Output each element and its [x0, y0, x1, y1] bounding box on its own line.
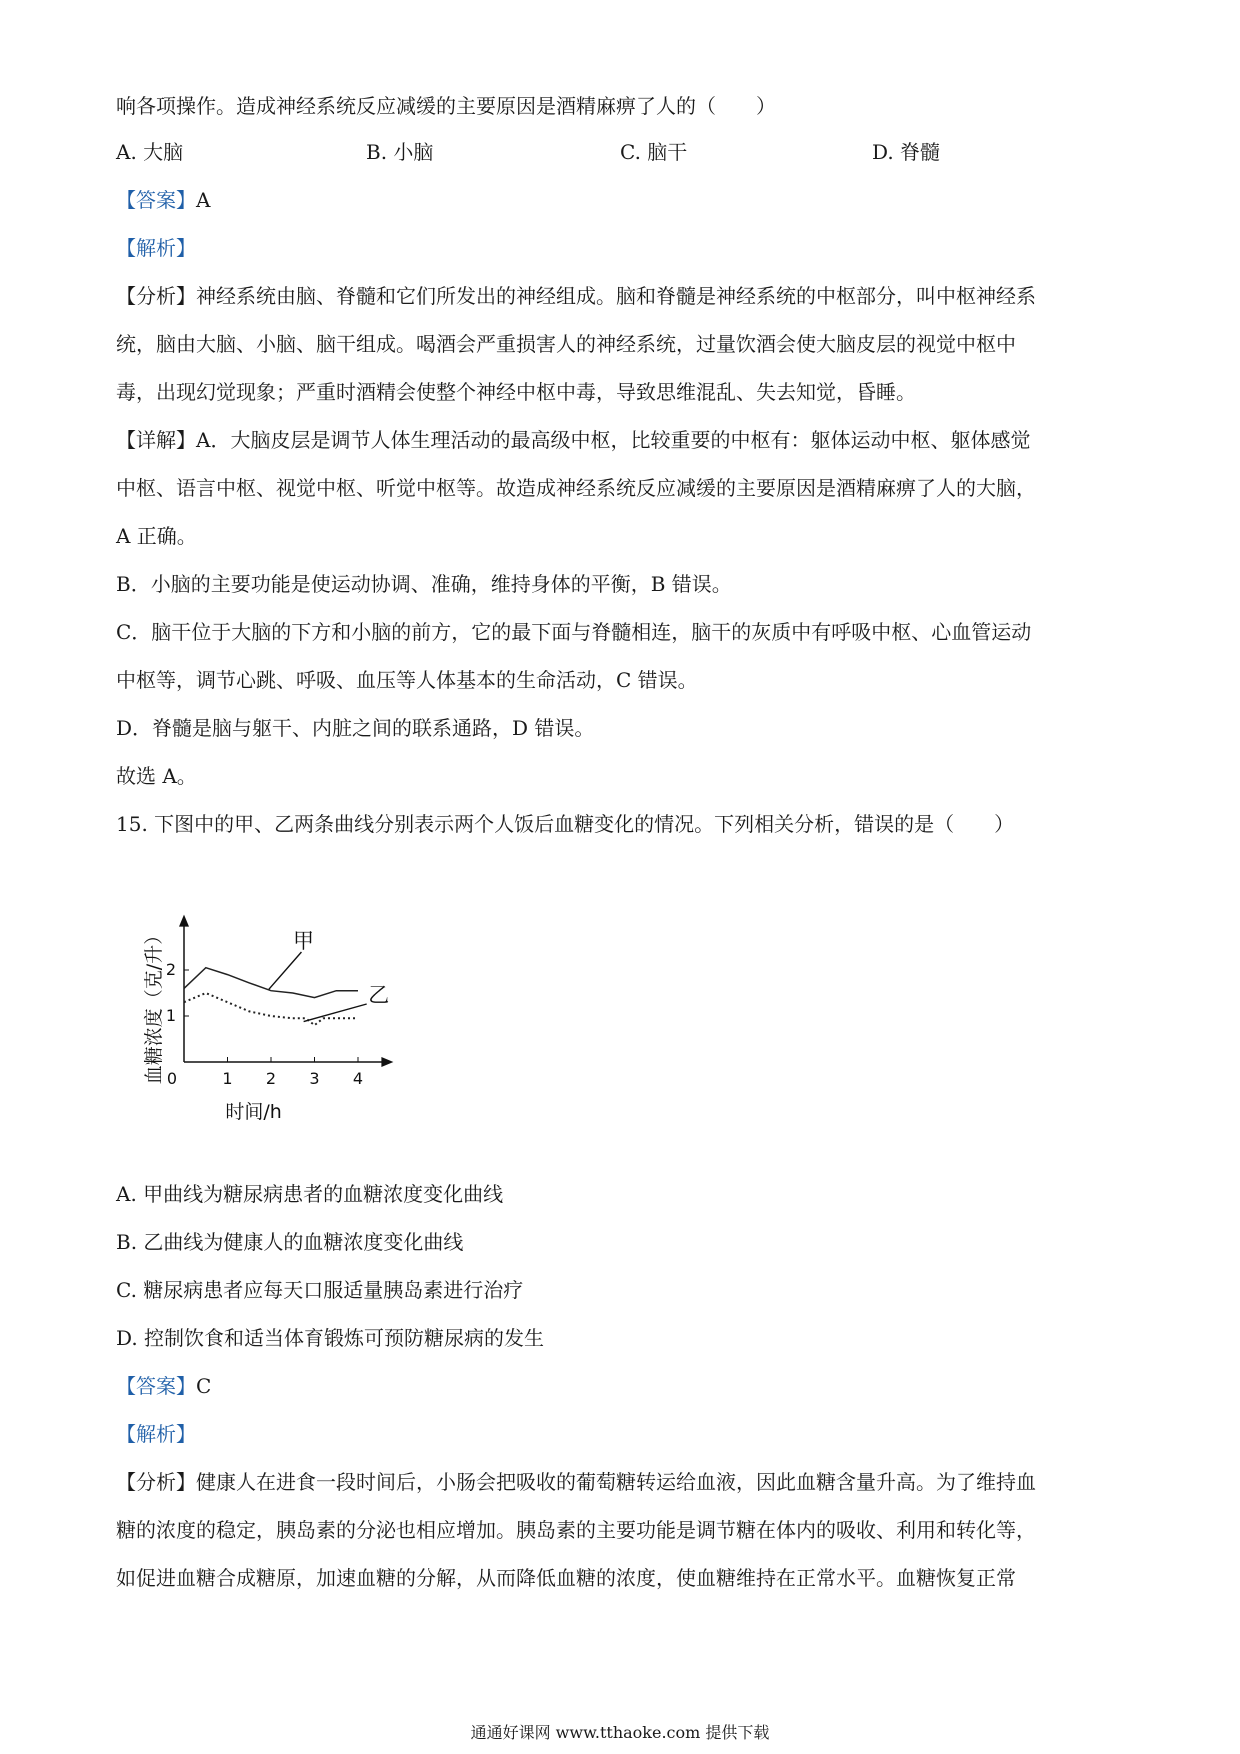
- q15-analysis-tag: 【解析】: [116, 1422, 196, 1446]
- chart-series: [184, 952, 367, 1025]
- q14-option-d: D. 脊髓: [872, 140, 941, 164]
- x-tick-label: 0: [166, 1069, 178, 1088]
- x-tick-label: 1: [222, 1069, 233, 1088]
- page-footer: 通通好课网 www.tthaoke.com 提供下载: [470, 1723, 770, 1742]
- q15-fenxi-line-3: 如促进血糖合成糖原，加速血糖的分解，从而降低血糖的浓度，使血糖维持在正常水平。血糖恢复正常: [116, 1566, 1016, 1590]
- jia-leader-line: [269, 952, 302, 989]
- q15-fenxi-line-1: [116, 1468, 1036, 1496]
- xiangjie-tag: 【详解】: [116, 428, 196, 452]
- chart-axes: [179, 915, 393, 1067]
- q14-xiangjie-line-6: 中枢等，调节心跳、呼吸、血压等人体基本的生命活动，C 错误。: [116, 668, 698, 692]
- q14-fenxi-line-2: 统，脑由大脑、小脑、脑干组成。喝酒会严重损害人的神经系统，过量饮酒会使大脑皮层的视觉中枢中: [116, 332, 1016, 356]
- answer-tag: 【答案】: [116, 1374, 196, 1398]
- y-tick-label: 1: [165, 1006, 176, 1025]
- q15-option-a: A. 甲曲线为糖尿病患者的血糖浓度变化曲线: [116, 1182, 504, 1206]
- q15-option-b: B. 乙曲线为健康人的血糖浓度变化曲线: [116, 1230, 464, 1254]
- q15-option-d: D. 控制饮食和适当体育锻炼可预防糖尿病的发生: [116, 1326, 545, 1350]
- answer-tag: 【答案】: [116, 188, 196, 212]
- y-tick-label: 2: [165, 960, 176, 979]
- x-tick-label: 4: [352, 1069, 364, 1088]
- series-line-jia: [184, 968, 358, 998]
- q14-fenxi-line-1: [116, 282, 1036, 310]
- x-axis-arrow: [381, 1057, 393, 1067]
- q14-xiangjie-line-1: [116, 426, 1030, 454]
- q14-option-c: C. 脑干: [620, 140, 688, 164]
- blood-sugar-chart: [140, 898, 400, 1138]
- q15-fenxi-line-2: 糖的浓度的稳定，胰岛素的分泌也相应增加。胰岛素的主要功能是调节糖在体内的吸收、利用和转化等，: [116, 1518, 1036, 1542]
- fenxi-text: 健康人在进食一段时间后，小肠会把吸收的葡萄糖转运给血液，因此血糖含量升高。为了维持血: [196, 1470, 1036, 1494]
- q14-option-b: B. 小脑: [366, 140, 434, 164]
- q14-stem-end: 响各项操作。造成神经系统反应减缓的主要原因是酒精麻痹了人的（ ）: [116, 94, 776, 118]
- x-tick-label: 3: [309, 1069, 320, 1088]
- q15-answer: [116, 1372, 211, 1400]
- x-tick-label: 2: [265, 1069, 277, 1088]
- q14-xiangjie-line-2: 中枢、语言中枢、视觉中枢、听觉中枢等。故造成神经系统反应减缓的主要原因是酒精麻痹了人的大脑，: [116, 476, 1036, 500]
- fenxi-text: 神经系统由脑、脊髓和它们所发出的神经组成。脑和脊髓是神经系统的中枢部分，叫中枢神经系: [196, 284, 1036, 308]
- q14-analysis-tag: 【解析】: [116, 236, 196, 260]
- series-line-yi: [184, 993, 358, 1025]
- answer-value: A: [196, 188, 211, 212]
- q14-answer: [116, 186, 210, 214]
- series-label-jia: 甲: [292, 929, 314, 953]
- fenxi-tag: 【分析】: [116, 284, 196, 308]
- x-axis-title: 时间/h: [225, 1101, 282, 1123]
- fenxi-tag: 【分析】: [116, 1470, 196, 1494]
- y-axis-title: 血糖浓度（克/升）: [143, 925, 165, 1085]
- q14-xiangjie-line-7: D．脊髓是脑与躯干、内脏之间的联系通路，D 错误。: [116, 716, 595, 740]
- q15-option-c: C. 糖尿病患者应每天口服适量胰岛素进行治疗: [116, 1278, 524, 1302]
- q15-stem: 15. 下图中的甲、乙两条曲线分别表示两个人饭后血糖变化的情况。下列相关分析，错误的是（ ）: [116, 812, 1015, 836]
- q14-option-a: A. 大脑: [116, 140, 184, 164]
- q14-conclusion: 故选 A。: [116, 764, 197, 788]
- q14-fenxi-line-3: 毒，出现幻觉现象；严重时酒精会使整个神经中枢中毒，导致思维混乱、失去知觉，昏睡。: [116, 380, 916, 404]
- q14-xiangjie-line-5: C．脑干位于大脑的下方和小脑的前方，它的最下面与脊髓相连，脑干的灰质中有呼吸中枢、心血管运动: [116, 620, 1032, 644]
- chart-labels: [143, 926, 389, 1123]
- y-axis-arrow: [179, 915, 189, 927]
- q14-xiangjie-line-4: B．小脑的主要功能是使运动协调、准确，维持身体的平衡，B 错误。: [116, 572, 732, 596]
- q14-xiangjie-line-3: A 正确。: [116, 524, 197, 548]
- xiangjie-text: A．大脑皮层是调节人体生理活动的最高级中枢，比较重要的中枢有：躯体运动中枢、躯体感觉: [196, 428, 1031, 452]
- yi-leader-line: [304, 1004, 367, 1022]
- series-label-yi: 乙: [368, 983, 390, 1007]
- answer-value: C: [196, 1374, 212, 1398]
